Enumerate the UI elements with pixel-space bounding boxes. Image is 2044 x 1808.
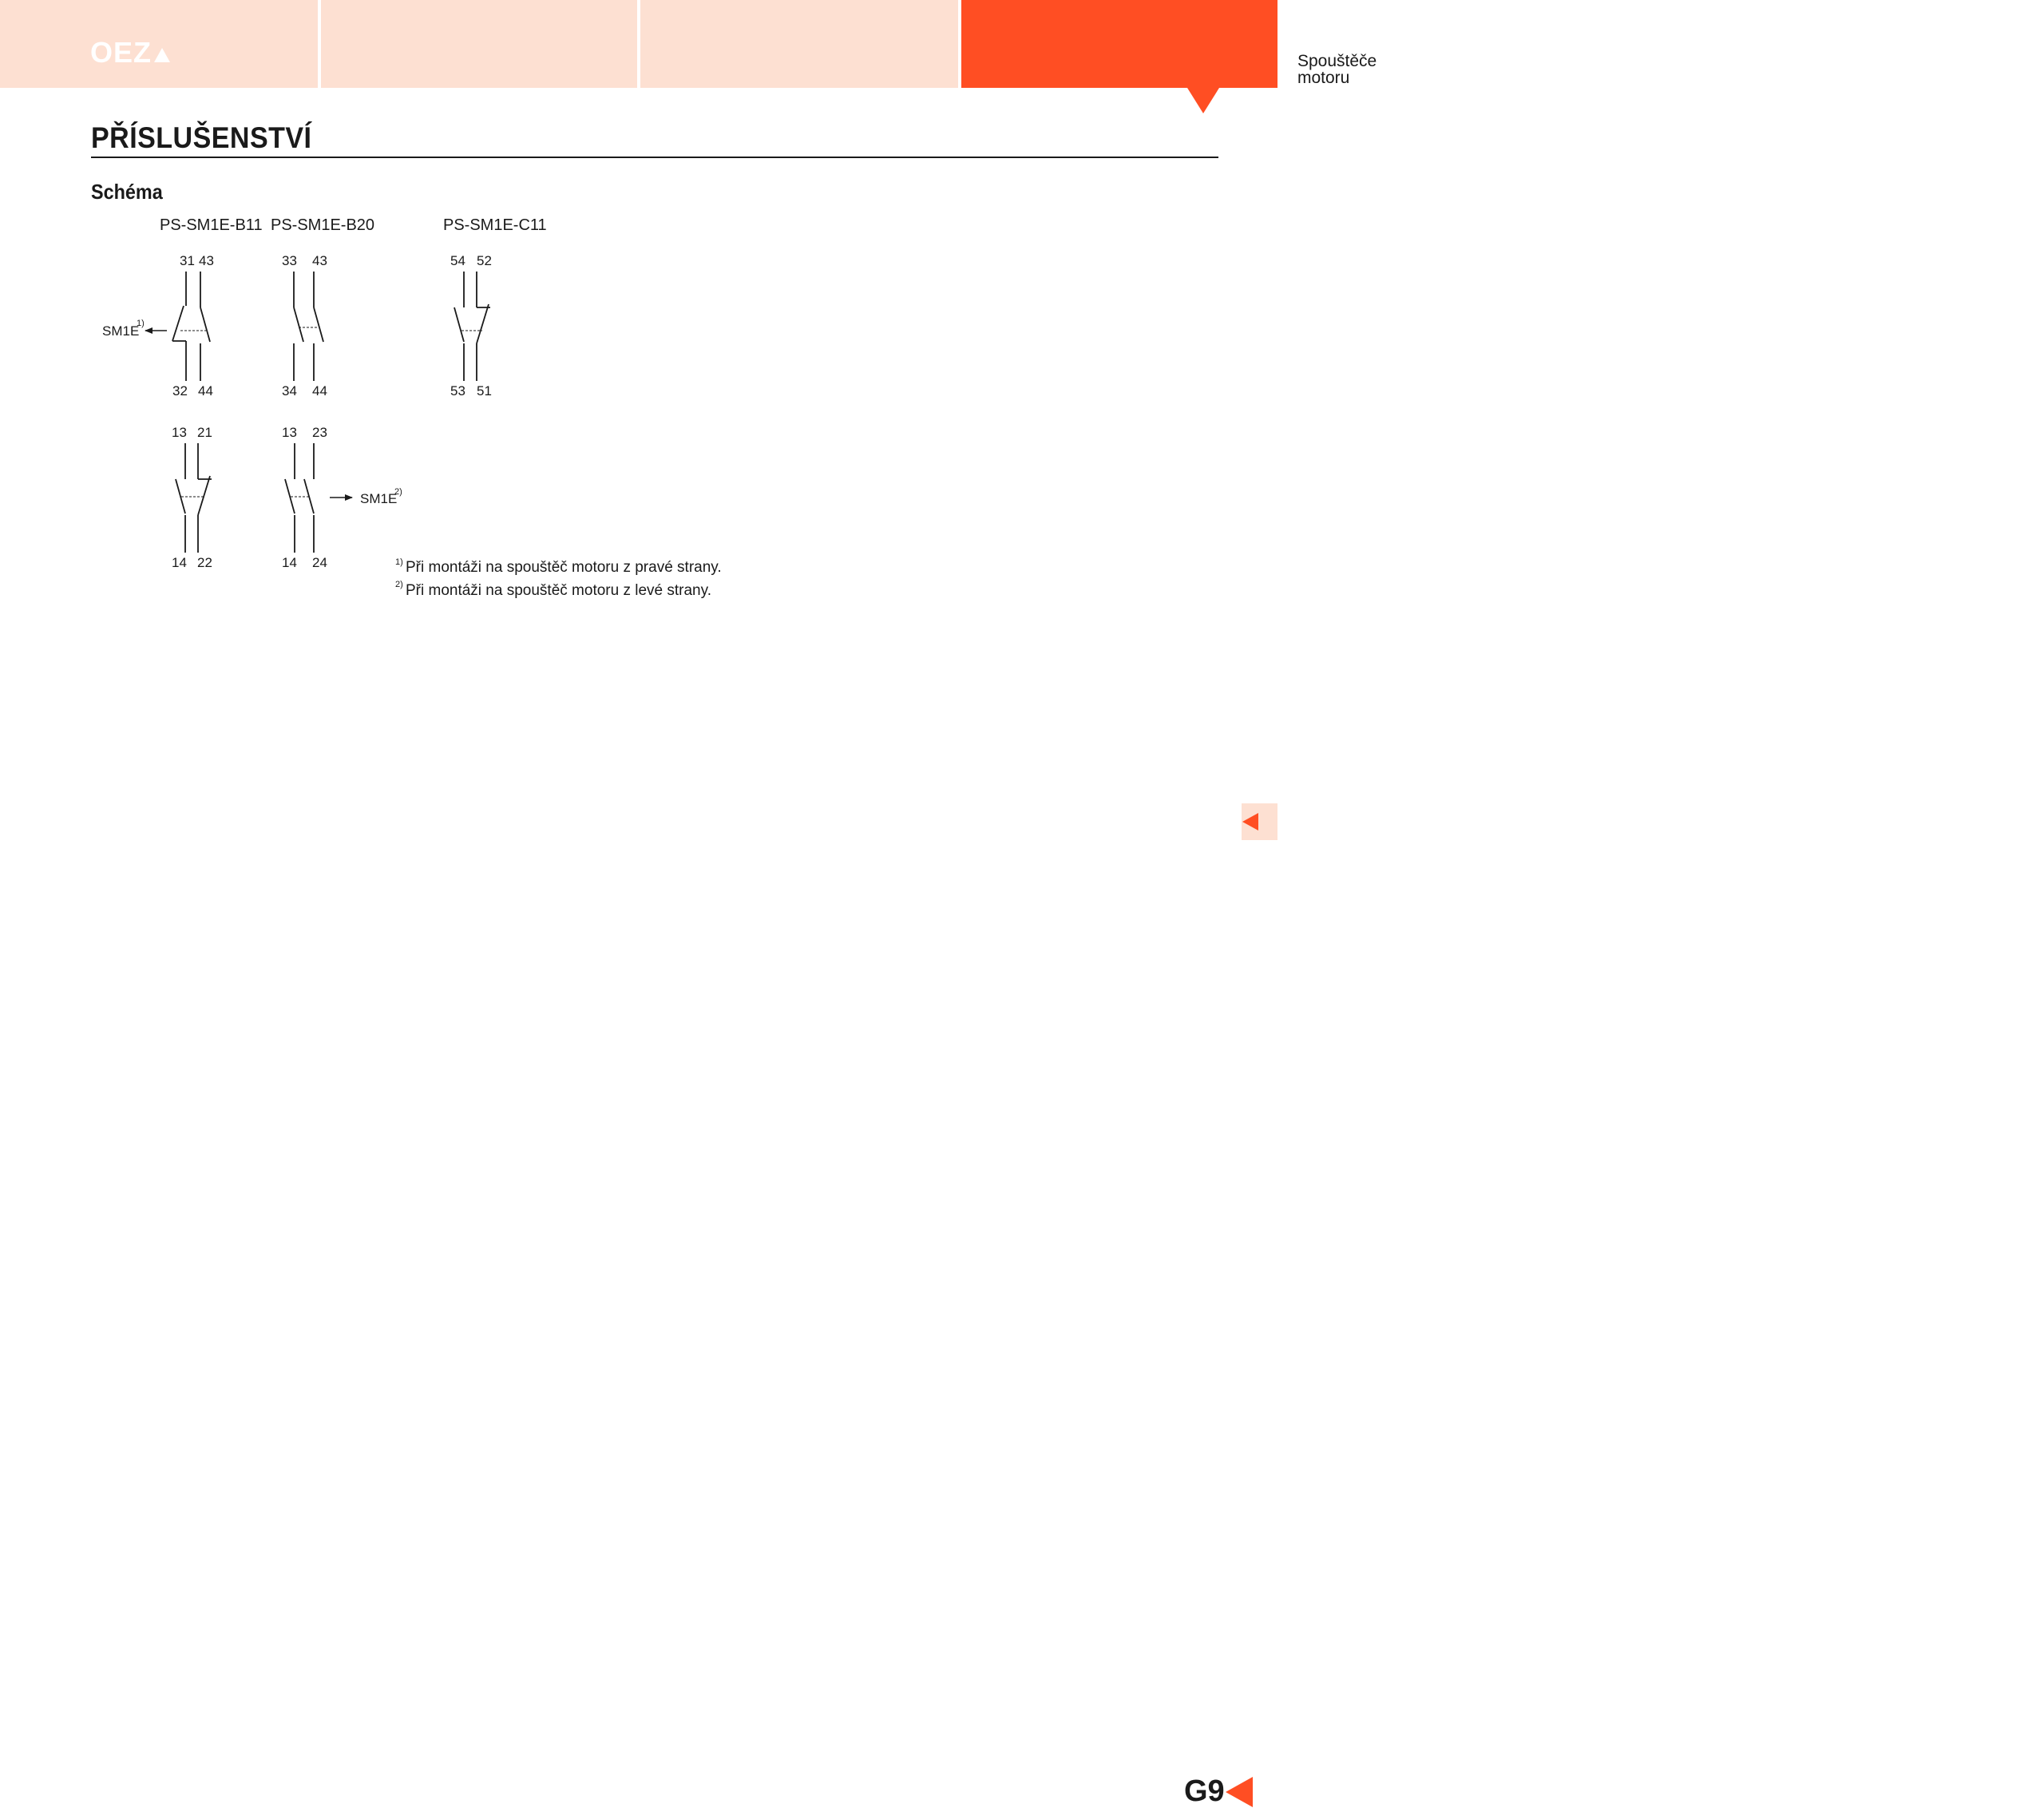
mount-label-1-sup: 1) bbox=[137, 319, 145, 328]
model-label-b11: PS-SM1E-B11 bbox=[160, 216, 263, 234]
model-label-c11: PS-SM1E-C11 bbox=[443, 216, 547, 234]
terminal-22: 22 bbox=[197, 555, 212, 570]
footnote-1-sup: 1) bbox=[395, 557, 403, 567]
brand-name: Minia bbox=[1940, 30, 2044, 74]
terminal-14: 14 bbox=[172, 555, 187, 570]
terminal-32: 32 bbox=[172, 383, 188, 398]
page-number: G9 bbox=[1184, 1774, 1225, 1808]
terminal-43: 43 bbox=[199, 253, 214, 268]
section-name: Spouštěče motoru bbox=[1297, 52, 1377, 87]
contact-b11-upper bbox=[172, 272, 210, 381]
terminal-14b: 14 bbox=[282, 555, 297, 570]
footnote-2: Při montáži na spouštěč motoru z levé strany. bbox=[406, 582, 711, 599]
terminal-13b: 13 bbox=[282, 425, 297, 440]
wiring-diagram bbox=[0, 0, 1278, 639]
side-nav-arrow-left-icon[interactable] bbox=[1242, 813, 1258, 831]
terminal-31: 31 bbox=[180, 253, 195, 268]
terminal-13: 13 bbox=[172, 425, 187, 440]
model-label-b20: PS-SM1E-B20 bbox=[271, 216, 375, 234]
terminal-33: 33 bbox=[282, 253, 297, 268]
terminal-44b: 44 bbox=[312, 383, 327, 398]
contact-b20-upper bbox=[294, 272, 323, 381]
terminal-44: 44 bbox=[198, 383, 213, 398]
terminal-54: 54 bbox=[450, 253, 465, 268]
section-subtitle: Schéma bbox=[91, 180, 163, 204]
contact-c11 bbox=[454, 272, 490, 381]
mount-label-1: SM1E bbox=[102, 323, 140, 339]
footnote-2-sup: 2) bbox=[395, 580, 403, 589]
oez-logo: OEZ bbox=[90, 36, 153, 69]
terminal-24: 24 bbox=[312, 555, 327, 570]
terminal-21: 21 bbox=[197, 425, 212, 440]
terminal-52: 52 bbox=[477, 253, 492, 268]
contact-b11-lower bbox=[176, 443, 212, 553]
terminal-51: 51 bbox=[477, 383, 492, 398]
page-title: PŘÍSLUŠENSTVÍ bbox=[91, 121, 312, 154]
terminal-53: 53 bbox=[450, 383, 465, 398]
page-marker-arrow-left-icon bbox=[1226, 1777, 1253, 1807]
terminal-43b: 43 bbox=[312, 253, 327, 268]
mount-label-2-sup: 2) bbox=[394, 487, 402, 497]
terminal-23: 23 bbox=[312, 425, 327, 440]
footnote-1: Při montáži na spouštěč motoru z pravé strany. bbox=[406, 559, 722, 576]
terminal-34: 34 bbox=[282, 383, 297, 398]
mount-label-2: SM1E bbox=[360, 491, 398, 506]
contact-b20-lower bbox=[285, 443, 314, 553]
